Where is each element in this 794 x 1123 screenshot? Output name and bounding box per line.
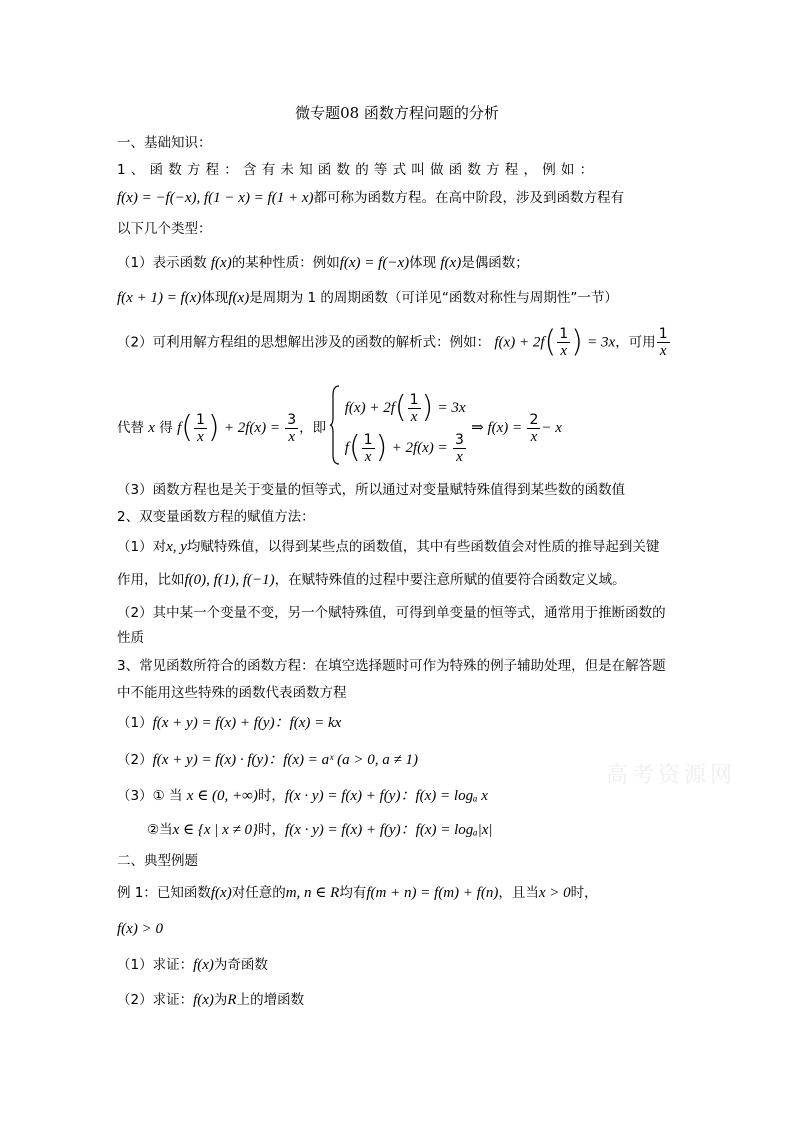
text: 体现	[201, 290, 229, 306]
equation-linear: （1）f(x + y) = f(x) + f(y)：f(x) = kx	[117, 715, 342, 731]
text: 是周期为 1 的周期函数（可详见“函数对称性与周期性”一节）	[249, 290, 618, 306]
type-2-line1: （2）可利用解方程组的思想解出涉及的函数的解析式：例如： f(x) + 2f( $\frac{1}{x}$ ) = 3x，可用 $\frac{1}{x}$	[117, 324, 668, 360]
s2-item1-line1: （1）对x, y均赋特殊值，以得到某些点的函数值，其中有些函数值会对性质的推导起到关键	[117, 539, 660, 555]
text: 的某种性质：例如	[231, 255, 340, 271]
page-title: 微专题08 函数方程问题的分析	[295, 104, 499, 122]
section-heading-basics: 一、基础知识：	[117, 135, 212, 151]
math: + 2f(x) =	[223, 420, 280, 436]
text: 都可称为函数方程。在高中阶段，涉及到函数方程有	[313, 190, 624, 206]
math: f(x + 1) = f(x)	[117, 290, 202, 306]
fraction: $\frac{1}{x}$	[559, 326, 569, 359]
math: f(x)	[210, 255, 232, 271]
equation-log-1: （3）① 当 x ∈ (0, +∞)时，f(x · y) = f(x) + f(y)：f(x) = logₐ x	[117, 788, 488, 804]
text: （2）可利用解方程组的思想解出涉及的函数的解析式：例如：	[117, 334, 491, 351]
paragraph-definition: 1、函数方程：含有未知函数的等式叫做函数方程，例如：	[117, 162, 599, 178]
section-2-heading: 2、双变量函数方程的赋值方法：	[117, 509, 315, 525]
text: ，可用	[615, 334, 656, 351]
math: x	[148, 420, 155, 436]
math: f	[177, 420, 182, 436]
math-example: f(x) = −f(−x), f(1 − x) = f(1 + x)	[117, 190, 314, 206]
equation-system: f(x) + 2f ( 1 x ) = 3x f ( 1 x ) + 2f(x) = $\frac{3}{x}$	[344, 390, 466, 465]
text: 得	[159, 420, 173, 436]
type-3: （3）函数方程也是关于变量的恒等式，所以通过对变量赋特殊值得到某些数的函数值	[117, 482, 626, 498]
s2-item2-line1: （2）其中某一个变量不变，另一个赋特殊值，可得到单变量的恒等式，通常用于推断函数的	[117, 605, 666, 621]
equation-exponential: （2）f(x + y) = f(x) · f(y)：f(x) = aˣ (a > 0, a ≠ 1)	[117, 752, 418, 768]
math: f(x) + 2f	[494, 334, 545, 351]
text: （1）表示函数	[117, 255, 207, 271]
s2-item2-line2: 性质	[117, 630, 144, 646]
equation-log-2: ②当x ∈ {x | x ≠ 0}时，f(x · y) = f(x) + f(y)：f(x) = logₐ|x|	[147, 822, 493, 838]
text: ，即	[299, 420, 327, 436]
math: − x	[541, 420, 562, 436]
math: = 3x	[587, 334, 616, 351]
example-1-q2: （2）求证：f(x)为R上的增函数	[117, 992, 305, 1008]
fraction: $\frac{1}{x}$	[658, 326, 668, 359]
math: f(x)	[228, 290, 250, 306]
text: 代替	[117, 420, 144, 436]
watermark: 高考资源网	[606, 763, 737, 788]
type-2-line2: 代替 x 得 f( $\frac{1}{x}$ ) + 2f(x) = $\frac{3}{x}$ ，即 f(x) + 2f ( 1 x ) = 3x f ( 1 x ) + 2f(x) = $\frac{3}{x}$ ⇒ f(x) = $\frac{2}{x}$ − x	[117, 385, 562, 471]
section-3-line2: 中不能用这些特殊的函数代表函数方程	[117, 685, 347, 701]
text: 是偶函数；	[461, 255, 529, 271]
example-1-line2: f(x) > 0	[117, 921, 163, 937]
system-brace	[330, 385, 340, 471]
example-1-line1: 例 1：已知函数f(x)对任意的m, n ∈ R均有f(m + n) = f(m) + f(n)，且当x > 0时，	[117, 885, 598, 901]
paragraph-types: 以下几个类型：	[117, 221, 212, 237]
text: 体现	[409, 255, 437, 271]
math: ⇒ f(x) =	[471, 420, 523, 436]
example-1-q1: （1）求证：f(x)为奇函数	[117, 957, 268, 973]
section-heading-examples: 二、典型例题	[117, 853, 198, 869]
math: f(x) = f(−x)	[339, 255, 410, 271]
type-1-line1	[117, 253, 529, 273]
s2-item1-line2: 作用，比如f(0), f(1), f(−1)，在赋特殊值的过程中要注意所赋的值要符合函数定义域。	[117, 572, 626, 588]
math: f(x)	[440, 255, 462, 271]
section-3-line1: 3、常见函数所符合的函数方程：在填空选择题时可作为特殊的例子辅助处理，但是在解答题	[117, 658, 666, 674]
paragraph-definition-line2	[117, 188, 624, 208]
type-1-line2	[117, 288, 618, 308]
